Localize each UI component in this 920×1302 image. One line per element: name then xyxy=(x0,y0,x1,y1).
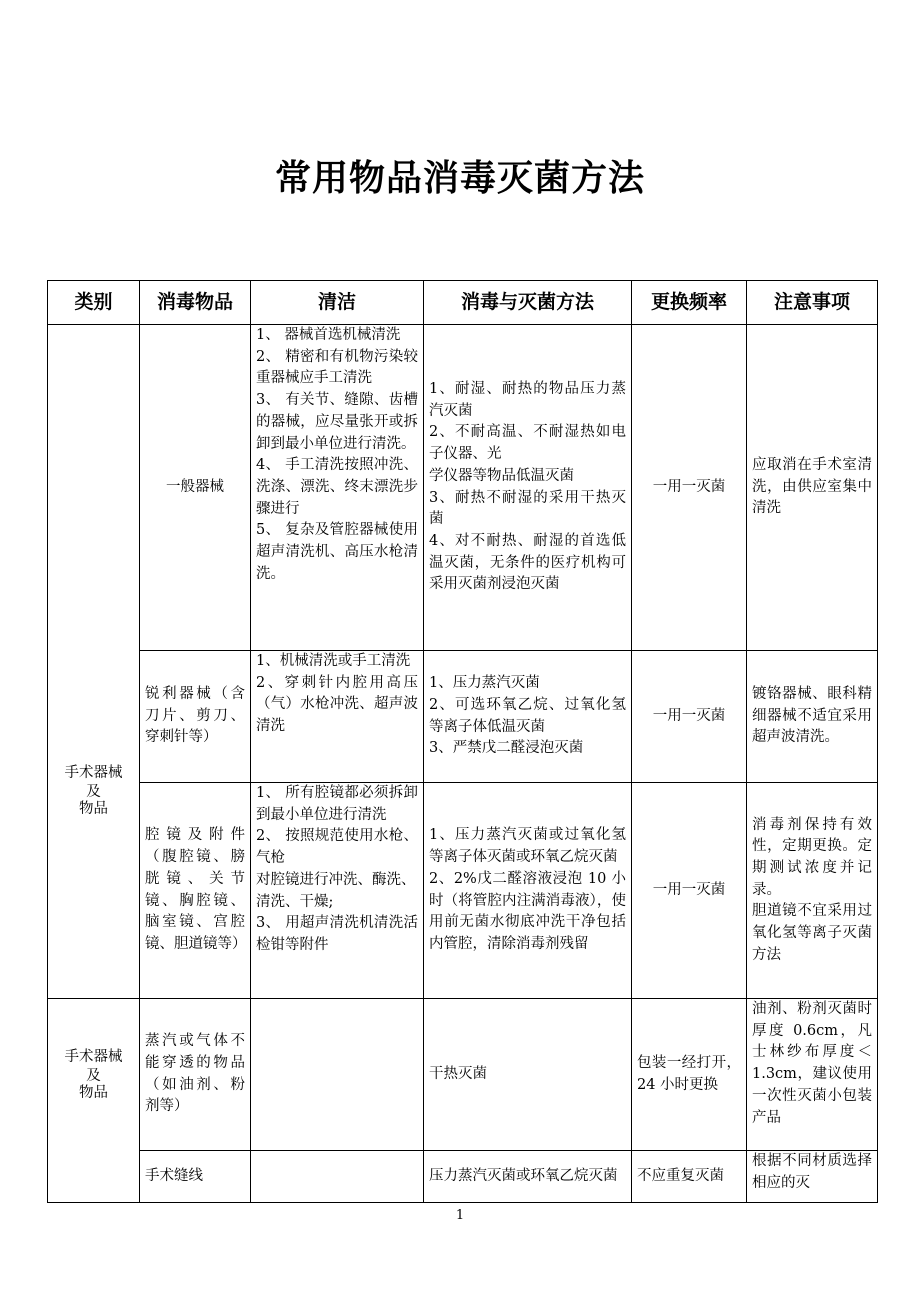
notes-line: 消毒剂保持有效性，定期更换。定期测试浓度并记录。 xyxy=(752,816,872,898)
category-line: 及 xyxy=(86,1067,101,1084)
notes-cell: 镀铬器械、眼科精细器械不适宜采用超声波清洗。 xyxy=(747,651,878,783)
cleaning-line: 3、 用超声清洗机清洗活检钳等附件 xyxy=(256,915,418,953)
table-row xyxy=(48,1151,878,1203)
method-line: 3、耐热不耐湿的采用干热灭菌 xyxy=(429,489,626,528)
method-line: 1、耐湿、耐热的物品压力蒸汽灭菌 xyxy=(429,380,626,419)
notes-cell: 根据不同材质选择相应的灭 xyxy=(747,1151,878,1203)
header-notes: 注意事项 xyxy=(747,281,878,325)
cleaning-line: 4、 手工清洗按照冲洗、洗涤、漂洗、终末漂洗步骤进行 xyxy=(256,457,418,517)
cleaning-line: 1、机械清洗或手工清洗 xyxy=(256,653,411,669)
cleaning-cell xyxy=(251,783,424,999)
method-line: 1、压力蒸汽灭菌或过氧化氢等离子体灭菌或环氧乙烷灭菌 xyxy=(429,827,626,866)
category-line: 手术器械 xyxy=(64,764,123,781)
category-line: 物品 xyxy=(79,1084,108,1101)
cleaning-line: 2、穿刺针内腔用高压（气）水枪冲洗、超声波清洗 xyxy=(256,674,418,735)
notes-cell xyxy=(747,783,878,999)
cleaning-line: 清洗、干燥; xyxy=(256,893,334,910)
frequency-cell: 一用一灭菌 xyxy=(632,325,747,651)
notes-cell: 应取消在手术室清洗，由供应室集中清洗 xyxy=(747,325,878,651)
header-frequency: 更换频率 xyxy=(632,281,747,325)
item-cell: 锐利器械（含刀片、剪刀、穿刺针等） xyxy=(140,651,251,783)
category-line: 手术器械 xyxy=(64,1048,123,1065)
table-row xyxy=(48,783,878,999)
cleaning-cell xyxy=(251,325,424,651)
method-line: 学仪器等物品低温灭菌 xyxy=(429,467,574,484)
header-category: 类别 xyxy=(48,281,140,325)
method-cell xyxy=(424,783,632,999)
cleaning-line: 3、 有关节、缝隙、齿槽的器械，应尽量张开或拆卸到最小单位进行清洗。 xyxy=(256,392,418,452)
page-title: 常用物品消毒灭菌方法 xyxy=(274,157,645,199)
method-cell: 干热灭菌 xyxy=(424,999,632,1151)
header-cleaning: 清洁 xyxy=(251,281,424,325)
cleaning-line: 1、 所有腔镜都必须拆卸到最小单位进行清洗 xyxy=(256,785,418,823)
frequency-cell: 不应重复灭菌 xyxy=(632,1151,747,1203)
frequency-cell: 一用一灭菌 xyxy=(632,783,747,999)
method-line: 2、2%戊二醛溶液浸泡 10 小时（将管腔内注满消毒液），使用前无菌水彻底冲洗干净包括内管腔，清除消毒剂残留 xyxy=(429,870,626,952)
cleaning-cell xyxy=(251,999,424,1151)
cleaning-line: 2、 按照规范使用水枪、气枪 xyxy=(256,828,418,867)
disinfection-table xyxy=(47,280,878,1203)
cleaning-cell xyxy=(251,651,424,783)
table-row xyxy=(48,651,878,783)
cleaning-line: 2、 精密和有机物污染较重器械应手工清洗 xyxy=(256,348,418,387)
frequency-cell: 一用一灭菌 xyxy=(632,651,747,783)
table-row xyxy=(48,999,878,1151)
header-method: 消毒与灭菌方法 xyxy=(424,281,632,325)
item-cell: 手术缝线 xyxy=(140,1151,251,1203)
item-cell: 蒸汽或气体不能穿透的物品（如油剂、粉剂等） xyxy=(140,999,251,1151)
cleaning-line: 对腔镜进行冲洗、酶洗、 xyxy=(256,871,416,888)
cleaning-line: 5、 复杂及管腔器械使用超声清洗机、高压水枪清洗。 xyxy=(256,522,418,582)
category-cell xyxy=(48,999,140,1203)
method-cell: 压力蒸汽灭菌或环氧乙烷灭菌 xyxy=(424,1151,632,1203)
page-number: 1 xyxy=(455,1208,465,1223)
cleaning-cell xyxy=(251,1151,424,1203)
notes-line: 胆道镜不宜采用过氧化氢等离子灭菌方法 xyxy=(752,903,872,963)
cleaning-line: 1、 器械首选机械清洗 xyxy=(256,327,401,343)
header-item: 消毒物品 xyxy=(140,281,251,325)
notes-cell: 油剂、粉剂灭菌时厚度 0.6cm，凡士林纱布厚度＜1.3cm，建议使用一次性灭菌小包装产品 xyxy=(747,999,878,1151)
method-cell xyxy=(424,651,632,783)
item-cell: 腔镜及附件（腹腔镜、膀胱镜、关节镜、胸腔镜、脑室镜、宫腔镜、胆道镜等） xyxy=(140,783,251,999)
category-cell xyxy=(48,325,140,999)
method-line: 3、严禁戊二醛浸泡灭菌 xyxy=(429,740,584,757)
method-line: 4、对不耐热、耐湿的首选低温灭菌，无条件的医疗机构可采用灭菌剂浸泡灭菌 xyxy=(429,532,626,593)
method-cell xyxy=(424,325,632,651)
table-row xyxy=(48,325,878,651)
method-line: 2、不耐高温、不耐湿热如电子仪器、光 xyxy=(429,424,626,463)
method-line: 2、可选环氧乙烷、过氧化氢等离子体低温灭菌 xyxy=(429,696,626,735)
category-line: 及 xyxy=(86,783,101,800)
table-header-row xyxy=(48,281,878,325)
category-line: 物品 xyxy=(79,800,108,817)
item-cell: 一般器械 xyxy=(140,325,251,651)
frequency-cell: 包装一经打开，24 小时更换 xyxy=(632,999,747,1151)
method-line: 1、压力蒸汽灭菌 xyxy=(429,675,540,692)
